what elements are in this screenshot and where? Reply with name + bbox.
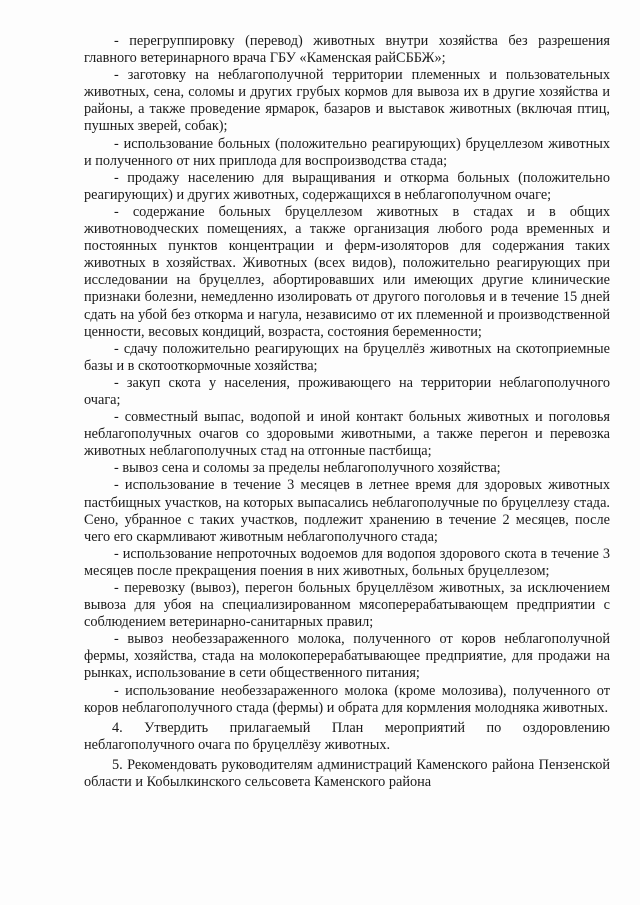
list-item: - совместный выпас, водопой и иной контакт больных животных и поголовья неблагополучных очагов со здоровыми животными, а также перегон и перевозка животных неблагополучных стад на отгонные пастбища; [84, 409, 610, 460]
list-item: - перевозку (вывоз), перегон больных бруцеллёзом животных, за исключением вывоза для убоя на специализированном мясоперерабатывающем предприятии с соблюдением ветеринарно-санитарных правил; [84, 580, 610, 631]
body-text [84, 33, 610, 791]
list-item: - продажу населению для выращивания и откорма больных (положительно реагирующих) и других животных, содержащихся в неблагополучном очаге; [84, 169, 610, 203]
list-item: - сдачу положительно реагирующих на бруцеллёз животных на скотоприемные базы и в скотооткормочные хозяйства; [84, 340, 610, 374]
list-item: - содержание больных бруцеллезом животных в стадах и в общих животноводческих помещениях, а также организация любого рода временных и постоянных пунктов концентрации и ферм-изоляторов для содержания таких животных в хозяйствах. Животных (всех видов), положительно реагирующих при исследовании на бруцеллез, абортировавших или имеющих другие клинические признаки болезни, немедленно изолировать от другого поголовья и в течение 15 дней сдать на убой без откорма и нагула, независимо от их племенной и производственной ценности, весовых кондиций, возраста, состояния беременности; [84, 203, 610, 340]
list-item: - использование необеззараженного молока (кроме молозива), полученного от коров неблагополучного стада (фермы) и обрата для кормления молодняка животных. [84, 682, 610, 716]
list-item: - заготовку на неблагополучной территории племенных и пользовательных животных, сена, соломы и других грубых кормов для вывоза их в другие хозяйства и районы, а также проведение ярмарок, базаров и выставок животных (включая птиц, пушных зверей, собак); [84, 67, 610, 135]
list-item: - использование в течение 3 месяцев в летнее время для здоровых животных пастбищных участков, на которых выпасались неблагополучные по бруцеллезу стада. Сено, убранное с таких участков, подлежит хранению в течение 2 месяцев, после чего его скармливают животным неблагополучного стада; [84, 477, 610, 545]
numbered-paragraph-5: 5. Рекомендовать руководителям администраций Каменского района Пензенской области и Кобылкинского сельсовета Каменского района [84, 756, 610, 791]
numbered-paragraph-4: 4. Утвердить прилагаемый План мероприятий по оздоровлению неблагополучного очага по бруцеллёзу животных. [84, 719, 610, 753]
list-item: - вывоз сена и соломы за пределы неблагополучного хозяйства; [114, 460, 501, 477]
list-item: - перегруппировку (перевод) животных внутри хозяйства без разрешения главного ветеринарного врача ГБУ «Каменская райСББЖ»; [84, 33, 610, 67]
list-item: - закуп скота у населения, проживающего на территории неблагополучного очага; [84, 374, 610, 408]
list-item: - вывоз необеззараженного молока, полученного от коров неблагополучной фермы, хозяйства, стада на молокоперерабатывающее предприятие, для продажи на рынках, использование в сети общественного питания; [84, 631, 610, 682]
list-item: - использование непроточных водоемов для водопоя здорового скота в течение 3 месяцев после прекращения поения в них животных, больных бруцеллезом; [84, 545, 610, 579]
list-item: - использование больных (положительно реагирующих) бруцеллезом животных и полученного от них приплода для воспроизводства стада; [84, 135, 610, 169]
